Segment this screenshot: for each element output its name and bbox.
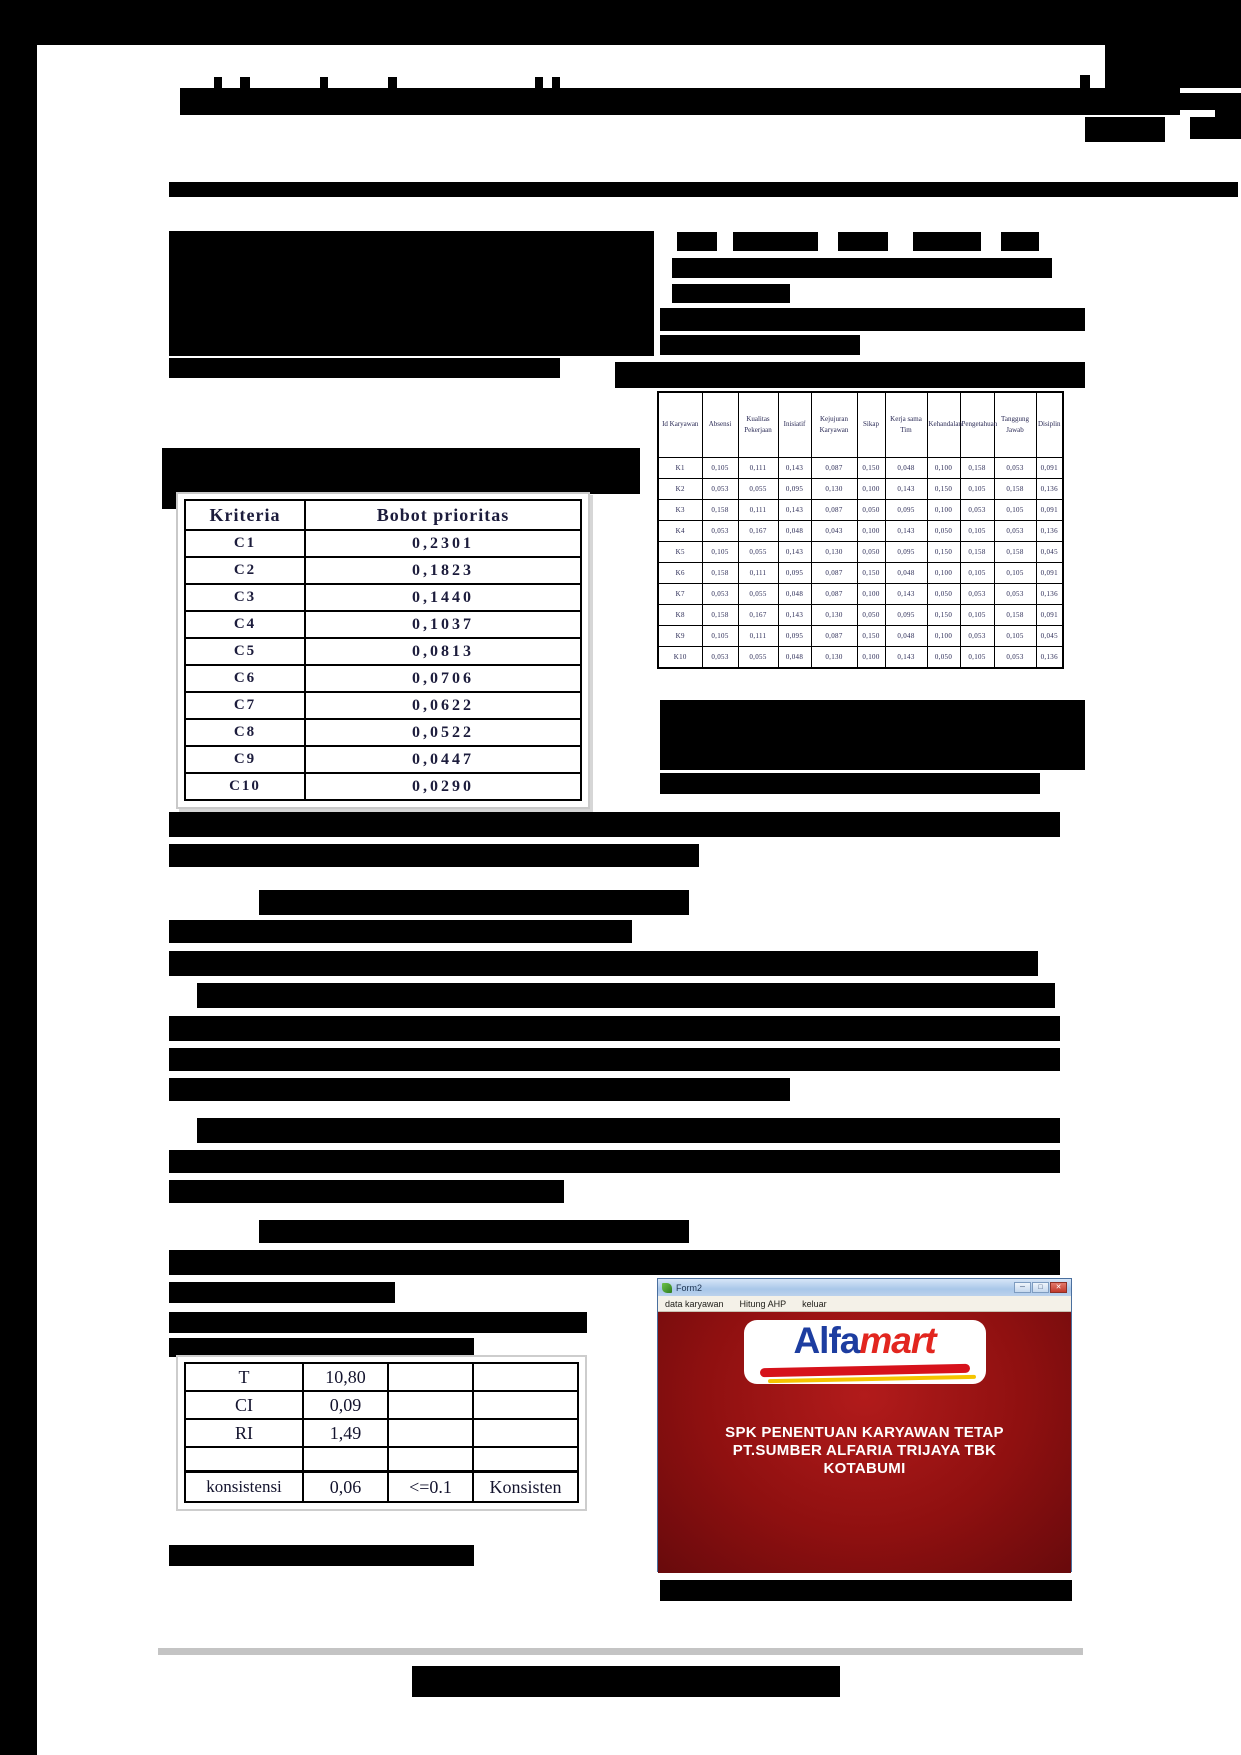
app-heading-line2: PT.SUMBER ALFARIA TRIJAYA TBK: [732, 1442, 997, 1459]
table-cell: K9: [658, 626, 702, 647]
table-cell: 0,105: [960, 563, 994, 584]
table-header-cell: Inisiatif: [778, 392, 811, 458]
table-cell: 0,1823: [305, 557, 581, 584]
table-cell: 0,053: [702, 521, 738, 542]
table-header-cell: Kejujuran Karyawan: [811, 392, 857, 458]
table-cell: 0,105: [994, 563, 1036, 584]
table-row: [658, 458, 1063, 479]
table-cell: 0,050: [927, 521, 960, 542]
redaction-bar: [672, 284, 790, 303]
table-cell: 0,095: [778, 626, 811, 647]
table-cell: 0,048: [885, 458, 927, 479]
table-cell: C10: [185, 773, 305, 800]
table-cell: K4: [658, 521, 702, 542]
redaction-bar: [1085, 117, 1165, 142]
redaction-bar: [169, 1150, 1060, 1173]
table-cell: 0,100: [857, 647, 885, 669]
table-cell: 0,158: [960, 542, 994, 563]
redaction-bar: [677, 232, 717, 251]
table-row: [185, 611, 581, 638]
table-cell: 0,09: [303, 1391, 388, 1419]
table-header-cell: Kehandalan: [927, 392, 960, 458]
table-cell: 0,0447: [305, 746, 581, 773]
table-row: [185, 1363, 578, 1391]
redaction-bar: [169, 1016, 1060, 1041]
table-cell: 0,100: [857, 584, 885, 605]
logo-text-alfa: Alfa: [793, 1320, 860, 1361]
table-cell: 0,143: [778, 458, 811, 479]
redaction-bar: [1105, 45, 1241, 88]
redaction-bar: [169, 1180, 564, 1203]
table-row: [658, 521, 1063, 542]
redaction-bar: [169, 1545, 474, 1566]
redaction-bar: [162, 448, 640, 494]
menu-item-data-karyawan: data karyawan: [665, 1298, 724, 1309]
redaction-bar: [672, 258, 1052, 278]
bobot-header-cell: Bobot prioritas: [305, 500, 581, 530]
redaction-bar: [0, 0, 1241, 45]
table-cell: 0,130: [811, 542, 857, 563]
table-cell: 0,167: [738, 605, 778, 626]
table-cell: C8: [185, 719, 305, 746]
table-cell: 0,143: [885, 584, 927, 605]
app-heading-line1: SPK PENENTUAN KARYAWAN TETAP: [725, 1424, 1004, 1441]
table-cell: 0,087: [811, 584, 857, 605]
redaction-bar: [660, 700, 1085, 770]
redaction-bar: [169, 920, 632, 943]
redaction-bar: [1174, 75, 1187, 88]
table-row: [658, 605, 1063, 626]
table-cell: 0,053: [994, 584, 1036, 605]
table-cell: 0,150: [857, 626, 885, 647]
table-cell: 0,1440: [305, 584, 581, 611]
table-cell: 0,053: [702, 647, 738, 669]
table-cell: 0,100: [857, 521, 885, 542]
table-cell: 0,105: [994, 500, 1036, 521]
redaction-bar: [733, 232, 818, 251]
table-cell: 0,167: [738, 521, 778, 542]
minimize-icon: ─: [1014, 1282, 1031, 1293]
table-row: [185, 1391, 578, 1419]
table-cell: 0,055: [738, 584, 778, 605]
table-cell: 0,143: [885, 521, 927, 542]
table-cell: C4: [185, 611, 305, 638]
table-cell: [303, 1447, 388, 1472]
redaction-bar: [1180, 93, 1241, 110]
redaction-bar: [259, 1220, 689, 1243]
table-cell: 0,095: [885, 500, 927, 521]
table-header-row: [658, 392, 1063, 458]
table-header-cell: Id Karyawan: [658, 392, 702, 458]
table-header-cell: Kerja sama Tim: [885, 392, 927, 458]
table-cell: 0,053: [702, 479, 738, 500]
table-cell: 0,111: [738, 626, 778, 647]
table-row: [185, 773, 581, 800]
redaction-bar: [169, 358, 560, 378]
table-cell: RI: [185, 1419, 303, 1447]
table-cell: 0,150: [927, 605, 960, 626]
redaction-bar: [169, 844, 699, 867]
table-cell: konsistensi: [185, 1472, 303, 1503]
table-cell: 0,150: [927, 479, 960, 500]
app-icon: [662, 1283, 672, 1293]
table-cell: 0,136: [1036, 647, 1063, 669]
konsistensi-table: [176, 1355, 587, 1511]
redaction-bar: [0, 45, 37, 1190]
table-cell: 0,055: [738, 479, 778, 500]
table-cell: 0,130: [811, 647, 857, 669]
table-cell: K6: [658, 563, 702, 584]
table-cell: 0,158: [994, 605, 1036, 626]
table-cell: 0,143: [778, 542, 811, 563]
redaction-bar: [214, 77, 222, 88]
table-cell: 0,095: [778, 563, 811, 584]
redaction-bar: [169, 951, 1038, 976]
redaction-bar: [660, 308, 1085, 331]
table-header-cell: Pengetahuan: [960, 392, 994, 458]
table-cell: 0,158: [702, 563, 738, 584]
table-row: [658, 626, 1063, 647]
table-row: [185, 557, 581, 584]
table-cell: 0,100: [857, 479, 885, 500]
table-cell: 0,136: [1036, 584, 1063, 605]
table-cell: 0,105: [960, 647, 994, 669]
table-cell: K2: [658, 479, 702, 500]
table-cell: 0,095: [885, 542, 927, 563]
redaction-bar: [320, 77, 328, 88]
table-header-cell: Absensi: [702, 392, 738, 458]
employee-score-matrix-table: [657, 391, 1064, 669]
table-cell: 0,105: [994, 626, 1036, 647]
redaction-bar: [197, 983, 1055, 1008]
redaction-bar: [660, 335, 860, 355]
table-cell: 0,143: [778, 605, 811, 626]
table-cell: K5: [658, 542, 702, 563]
app-heading-line3: KOTABUMI: [823, 1460, 906, 1477]
table-cell: 0,143: [885, 479, 927, 500]
table-cell: K3: [658, 500, 702, 521]
table-cell: 0,048: [778, 647, 811, 669]
table-row: [185, 1472, 578, 1503]
menu-item-keluar: keluar: [802, 1298, 827, 1309]
embedded-app-window-screenshot: [657, 1278, 1072, 1572]
redaction-bar: [158, 1648, 1083, 1655]
table-cell: 0,105: [702, 458, 738, 479]
table-header-cell: Disiplin: [1036, 392, 1063, 458]
redaction-bar: [913, 232, 981, 251]
redaction-bar: [197, 1118, 1060, 1143]
table-cell: 0,158: [702, 500, 738, 521]
table-cell: 0,045: [1036, 542, 1063, 563]
table-cell: 0,150: [927, 542, 960, 563]
table-cell: 0,111: [738, 563, 778, 584]
redaction-bar: [169, 1250, 1060, 1275]
table-row: [658, 563, 1063, 584]
app-window-body: [658, 1312, 1071, 1573]
table-cell: 0,087: [811, 563, 857, 584]
table-row: [185, 1447, 578, 1472]
table-cell: C2: [185, 557, 305, 584]
table-cell: K8: [658, 605, 702, 626]
table-cell: 0,050: [857, 542, 885, 563]
redaction-bar: [615, 362, 1085, 388]
table-cell: 0,1037: [305, 611, 581, 638]
table-cell: 0,150: [857, 458, 885, 479]
table-cell: 0,100: [927, 458, 960, 479]
redaction-bar: [1106, 75, 1118, 88]
table-cell: 0,0290: [305, 773, 581, 800]
table-cell: [388, 1419, 473, 1447]
table-cell: 0,050: [927, 584, 960, 605]
redaction-bar: [169, 231, 654, 356]
table-cell: 0,053: [960, 626, 994, 647]
table-cell: [185, 1447, 303, 1472]
table-cell: 0,087: [811, 458, 857, 479]
table-cell: 0,053: [994, 521, 1036, 542]
table-cell: C1: [185, 530, 305, 557]
table-cell: 0,105: [960, 479, 994, 500]
table-cell: 0,048: [778, 521, 811, 542]
redaction-bar: [169, 1312, 587, 1333]
redaction-bar: [259, 890, 689, 915]
table-cell: 0,105: [702, 542, 738, 563]
table-cell: 0,053: [702, 584, 738, 605]
table-cell: 0,045: [1036, 626, 1063, 647]
table-cell: 0,087: [811, 626, 857, 647]
redaction-bar: [169, 182, 1238, 197]
table-cell: [473, 1363, 578, 1391]
table-header-cell: Tanggung Jawab: [994, 392, 1036, 458]
kriteria-header-cell: Kriteria: [185, 500, 305, 530]
table-cell: 0,053: [960, 584, 994, 605]
redaction-bar: [1150, 75, 1158, 88]
table-cell: [388, 1363, 473, 1391]
table-cell: 0,100: [927, 626, 960, 647]
table-cell: 0,06: [303, 1472, 388, 1503]
redaction-bar: [552, 77, 560, 88]
logo-text-mart: mart: [859, 1320, 936, 1361]
table-cell: 0,048: [885, 563, 927, 584]
table-cell: 0,053: [960, 500, 994, 521]
table-row: [185, 1419, 578, 1447]
table-cell: 0,111: [738, 500, 778, 521]
table-row: [185, 638, 581, 665]
table-cell: 0,130: [811, 479, 857, 500]
table-cell: [473, 1391, 578, 1419]
close-icon: ✕: [1050, 1282, 1067, 1293]
table-cell: 1,49: [303, 1419, 388, 1447]
app-heading-text: [658, 1424, 1071, 1478]
table-cell: <=0.1: [388, 1472, 473, 1503]
window-controls: [1014, 1282, 1067, 1293]
table-cell: 0,0813: [305, 638, 581, 665]
table-cell: 0,105: [702, 626, 738, 647]
table-cell: 0,053: [994, 647, 1036, 669]
kriteria-priority-table: [176, 492, 590, 809]
table-cell: 0,0522: [305, 719, 581, 746]
table-row: [185, 665, 581, 692]
table-cell: C6: [185, 665, 305, 692]
maximize-icon: □: [1032, 1282, 1049, 1293]
table-row: [185, 692, 581, 719]
table-row: [658, 647, 1063, 669]
table-row: [185, 746, 581, 773]
menu-item-hitung-ahp: Hitung AHP: [739, 1298, 787, 1309]
table-cell: C3: [185, 584, 305, 611]
table-row: [658, 584, 1063, 605]
table-row: [658, 542, 1063, 563]
table-cell: 0,158: [702, 605, 738, 626]
redaction-bar: [412, 1666, 840, 1697]
redaction-bar: [838, 232, 888, 251]
table-cell: Konsisten: [473, 1472, 578, 1503]
table-cell: 0,055: [738, 647, 778, 669]
redaction-bar: [180, 88, 1180, 115]
table-cell: 0,143: [885, 647, 927, 669]
table-cell: 0,105: [960, 521, 994, 542]
table-cell: 0,048: [885, 626, 927, 647]
table-cell: 0,091: [1036, 605, 1063, 626]
table-cell: 0,055: [738, 542, 778, 563]
table-cell: 0,158: [960, 458, 994, 479]
table-cell: C7: [185, 692, 305, 719]
redaction-bar: [1190, 117, 1241, 139]
alfamart-logo: [744, 1320, 986, 1384]
table-cell: 0,150: [857, 563, 885, 584]
redaction-bar: [169, 1078, 790, 1101]
table-row: [185, 719, 581, 746]
table-cell: 0,158: [994, 542, 1036, 563]
table-cell: 0,130: [811, 605, 857, 626]
redaction-bar: [535, 77, 543, 88]
redaction-bar: [1080, 75, 1090, 88]
table-cell: [388, 1391, 473, 1419]
table-cell: 0,136: [1036, 521, 1063, 542]
table-header-cell: Kualitas Pekerjaan: [738, 392, 778, 458]
table-cell: C9: [185, 746, 305, 773]
alfamart-logo-text: [744, 1320, 986, 1362]
table-cell: 0,0706: [305, 665, 581, 692]
table-cell: 0,158: [994, 479, 1036, 500]
table-cell: 0,2301: [305, 530, 581, 557]
table-row: [658, 500, 1063, 521]
table-cell: 0,100: [927, 500, 960, 521]
table-row: [658, 479, 1063, 500]
table-cell: 0,091: [1036, 458, 1063, 479]
table-cell: [473, 1419, 578, 1447]
redaction-bar: [169, 1048, 1060, 1071]
redaction-bar: [240, 77, 250, 88]
table-row: [185, 584, 581, 611]
table-cell: 0,050: [857, 500, 885, 521]
table-cell: 0,091: [1036, 563, 1063, 584]
table-cell: 0,095: [778, 479, 811, 500]
table-cell: 0,043: [811, 521, 857, 542]
table-header-row: [185, 500, 581, 530]
redaction-bar: [660, 1580, 1072, 1601]
table-cell: [473, 1447, 578, 1472]
table-cell: 0,136: [1036, 479, 1063, 500]
table-cell: 0,100: [927, 563, 960, 584]
table-cell: [388, 1447, 473, 1472]
redaction-bar: [388, 77, 397, 88]
table-cell: C5: [185, 638, 305, 665]
redaction-bar: [1001, 232, 1039, 251]
app-window-title: Form2: [676, 1282, 703, 1293]
table-cell: T: [185, 1363, 303, 1391]
redaction-bar: [169, 812, 1060, 837]
table-row: [185, 530, 581, 557]
redaction-bar: [169, 1282, 395, 1303]
table-cell: K7: [658, 584, 702, 605]
table-cell: K10: [658, 647, 702, 669]
table-cell: 0,095: [885, 605, 927, 626]
redaction-bar: [660, 773, 1040, 794]
table-cell: 0,048: [778, 584, 811, 605]
table-cell: 0,0622: [305, 692, 581, 719]
table-cell: 0,050: [927, 647, 960, 669]
table-cell: 0,091: [1036, 500, 1063, 521]
table-header-cell: Sikap: [857, 392, 885, 458]
table-cell: 0,111: [738, 458, 778, 479]
table-cell: 0,050: [857, 605, 885, 626]
app-menubar: [658, 1296, 1071, 1312]
table-cell: CI: [185, 1391, 303, 1419]
table-cell: K1: [658, 458, 702, 479]
table-cell: 0,105: [960, 605, 994, 626]
table-cell: 10,80: [303, 1363, 388, 1391]
table-cell: 0,053: [994, 458, 1036, 479]
app-window-titlebar: [658, 1279, 1071, 1296]
table-cell: 0,087: [811, 500, 857, 521]
table-cell: 0,143: [778, 500, 811, 521]
